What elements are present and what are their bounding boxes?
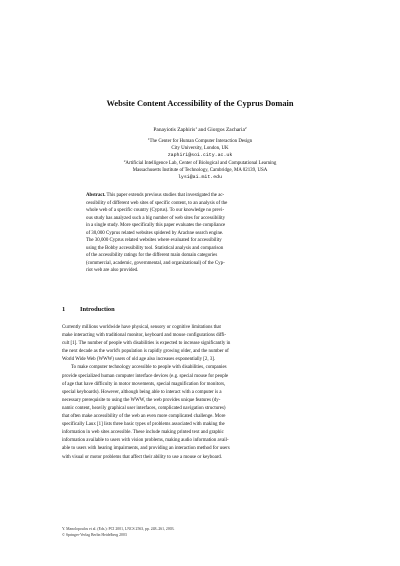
paper-title: Website Content Accessibility of the Cyprus Domain <box>106 99 294 108</box>
body-line: Currently millions worldwide have physical, sensory or cognitive limitations that <box>62 325 221 330</box>
affiliation-1-email[interactable]: zaphiri@soi.city.ac.uk <box>167 152 233 158</box>
affiliation-2-institution: Massachusetts Institute of Technology, Cambridge, MA 02139, USA <box>132 167 268 173</box>
body-line: of age that have difficulty in motor movements, special magnification for monitors, <box>62 381 226 387</box>
abstract-line: The 30,000 Cyprus related websites where evaluated for accessibility <box>86 238 222 244</box>
abstract-line: of the accessibility ratings for the different main domain categories <box>86 253 218 259</box>
author-and: and Giorgos Zacharia <box>196 127 245 133</box>
body-line: provide specialized human computer interface devices (e.g. special mouse for people <box>62 373 229 379</box>
body-line: namic content, heavily graphical user interfaces, complicated navigation structures) <box>62 405 226 411</box>
body-line: specifically Laux [1] lists three basic types of problems associated with making the <box>62 422 225 428</box>
body-line: cult [1]. The number of people with disabilities is expected to increase significantly in <box>62 341 231 347</box>
affiliation-2-name: Artificial Intelligence Lab, Center of Biological and Computational Learning <box>125 161 277 166</box>
body-line: World Wide Web (WWW) users of old age also increases exponentially [2, 3]. <box>62 357 216 363</box>
section-heading <box>62 306 115 314</box>
citation-footer <box>62 527 338 538</box>
author-line <box>60 127 340 134</box>
body-line: the next decade as the world's population is rapidly growing older, and the number of <box>62 349 229 355</box>
abstract-line: whole web of a specific country (Cyprus). To our knowledge no previ- <box>86 208 225 214</box>
abstract-label: Abstract. <box>86 193 106 198</box>
body-line: To make computer technology accessible to people with disabilities, companies <box>71 365 227 371</box>
abstract-line: using the Bobby accessibility tool. Statistical analysis and comparison <box>86 245 224 251</box>
author-1-sup: 1 <box>195 126 197 130</box>
affiliation-1-name: The Center for Human Computer Interaction Design <box>149 139 253 144</box>
abstract-line: This paper extends previous studies that investigated the ac- <box>105 193 225 198</box>
abstract-line: (commercial, academic, governmental, and organizational) of the Cyp- <box>86 260 225 266</box>
abstract-line: of 30,000 Cyprus related websites spidered by Arachne search engine. <box>86 230 224 236</box>
abstract-line: in a single study. More specifically this paper evaluates the compliance <box>86 223 226 229</box>
affiliation-2-sup: 2 <box>123 159 126 163</box>
author-2-sup: 2 <box>244 126 247 130</box>
body-line: information available to users with vision problems, making audio information avail- <box>62 438 229 444</box>
abstract-line: riot web are also provided. <box>86 268 139 274</box>
affiliation-1-institution: City University, London, UK <box>171 145 229 151</box>
abstract-line: ous study has analyzed such a big number of web sites for accessibility <box>86 215 226 221</box>
body-text <box>62 324 338 462</box>
body-line: that often make accessibility of the web an even more complicated challenge. More <box>62 414 226 420</box>
abstract <box>86 192 314 275</box>
affiliation-2 <box>60 161 340 182</box>
body-line: with visual or motor problems that affect their ability to use a mouse or keyboard. <box>62 454 223 460</box>
section-number: 1 <box>62 306 66 313</box>
abstract-line: cessibility of different web sites of specific content, to an analysis of the <box>86 200 228 206</box>
body-line: make interacting with traditional monitor, keyboard and mouse configurations diffi- <box>62 333 227 339</box>
body-line: necessary prerequisite to using the WWW, the web provides unique features (dy- <box>62 397 221 403</box>
affiliation-1 <box>60 139 340 160</box>
author-1: Panayiotis Zaphiris <box>153 127 196 133</box>
body-line: able to users with hearing impairments, and providing an interaction method for users <box>62 446 230 452</box>
section-title: Introduction <box>80 306 115 313</box>
footer-line: © Springer-Verlag Berlin Heidelberg 2003 <box>62 532 127 537</box>
body-line: special keyboards). However, although being able to interact with a computer is a <box>62 389 222 395</box>
footer-line: Y. Manolopoulos et al. (Eds.): PCI 2001, LNCS 2563, pp. 248–261, 2003. <box>62 527 175 531</box>
affiliation-2-email[interactable]: lysi@ai.mit.edu <box>177 174 223 180</box>
affiliation-1-sup: 1 <box>147 137 150 141</box>
body-line: information in web sites accessible. These include making printed text and graphic <box>62 430 224 436</box>
